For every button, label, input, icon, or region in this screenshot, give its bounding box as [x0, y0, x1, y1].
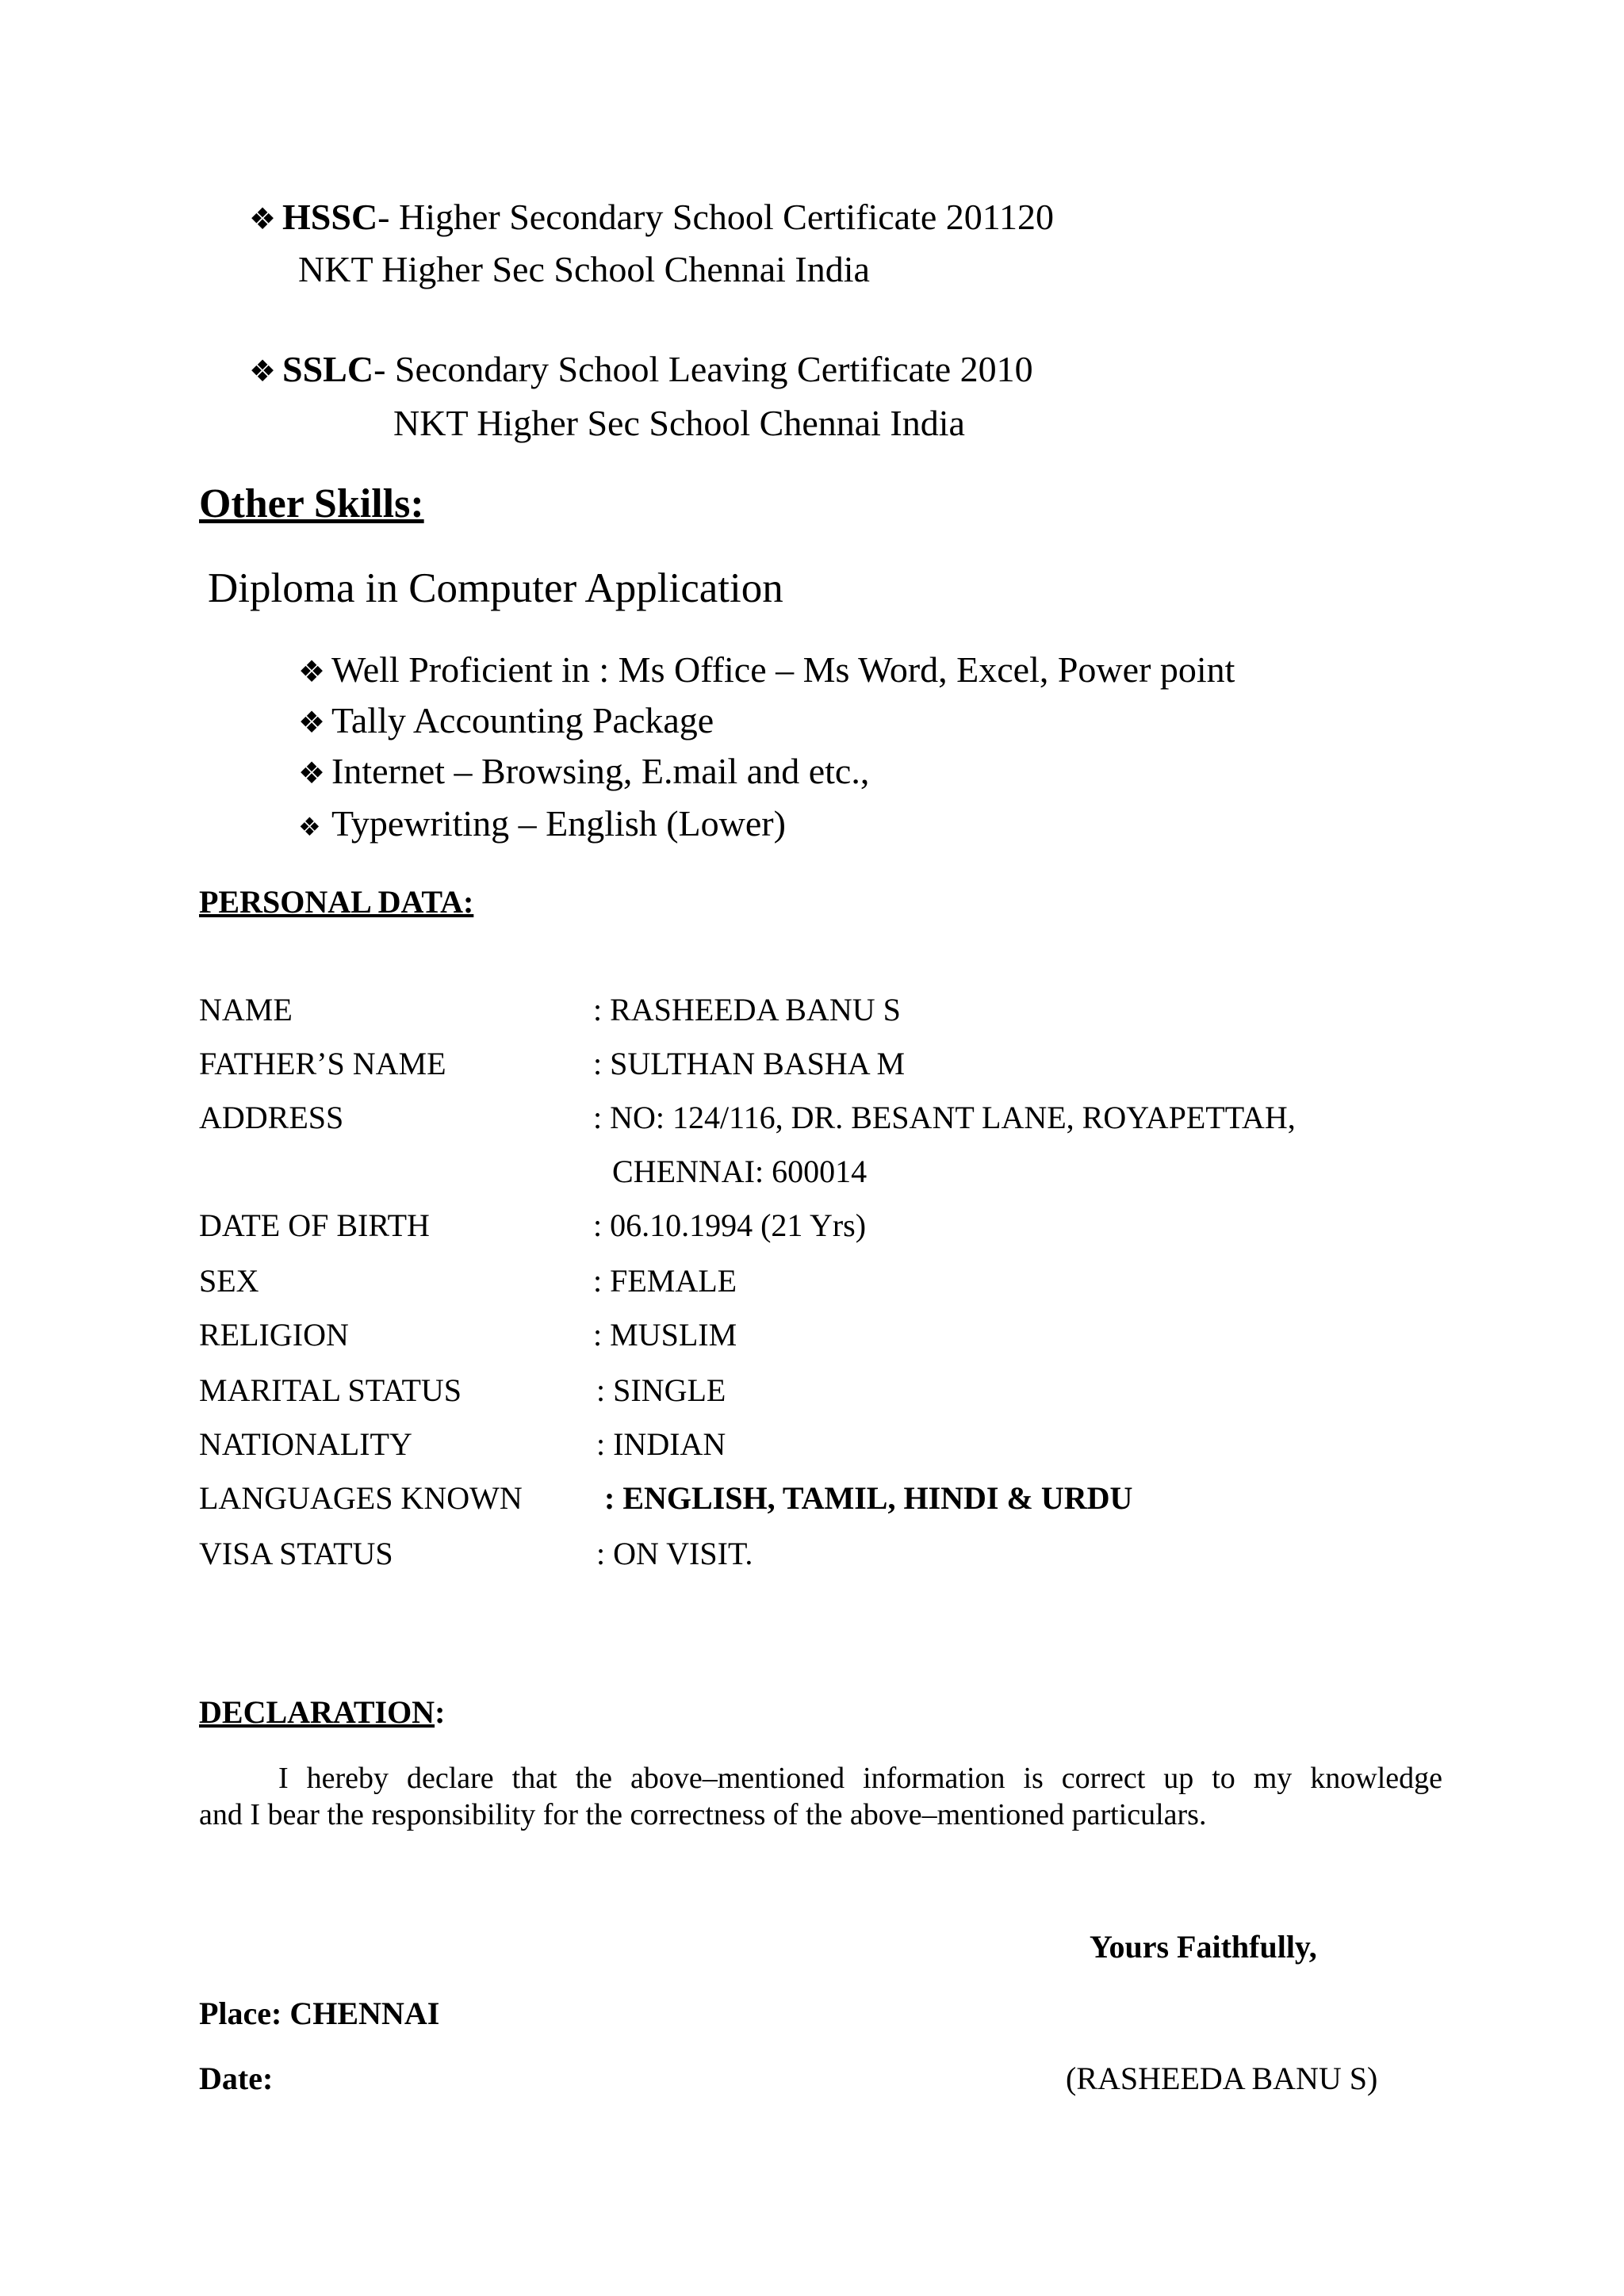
closing-text: Yours Faithfully,: [1090, 1929, 1317, 1965]
declaration-heading: DECLARATION:: [199, 1694, 446, 1730]
pd-label: NAME: [199, 992, 293, 1027]
diamond-bullet-icon: ❖: [298, 656, 326, 689]
declaration-line: I hereby declare that the above–mentioned information is correct up to my knowledge: [278, 1762, 1442, 1795]
pd-label: RELIGION: [199, 1317, 349, 1353]
other-skills-heading: Other Skills:: [199, 481, 424, 526]
pd-label: ADDRESS: [199, 1100, 344, 1135]
edu-sslc-line: [249, 347, 1033, 394]
personal-data-heading: PERSONAL DATA:: [199, 884, 474, 920]
declaration-line: and I bear the responsibility for the correctness of the above–mentioned particulars.: [199, 1798, 1207, 1831]
pd-value: : ENGLISH, TAMIL, HINDI & URDU: [604, 1480, 1133, 1516]
declaration-text: [199, 1760, 1442, 1833]
pd-value: : 06.10.1994 (21 Yrs): [593, 1207, 867, 1243]
pd-value: : ON VISIT.: [596, 1536, 753, 1571]
pd-label: SEX: [199, 1263, 259, 1299]
pd-label: VISA STATUS: [199, 1536, 393, 1571]
skill-item: ❖ Typewriting – English (Lower): [298, 803, 786, 844]
edu-title: - Secondary School Leaving Certificate 2010: [373, 349, 1033, 389]
skill-item: ❖ Internet – Browsing, E.mail and etc.,: [298, 751, 870, 791]
diamond-bullet-icon: ❖: [249, 355, 277, 388]
pd-value: : FEMALE: [593, 1263, 737, 1299]
pd-label: NATIONALITY: [199, 1426, 412, 1462]
edu-title: - Higher Secondary School Certificate 201120: [377, 197, 1055, 237]
pd-label: DATE OF BIRTH: [199, 1207, 430, 1243]
pd-value: : INDIAN: [596, 1426, 726, 1462]
edu-hssc-line: [249, 195, 1054, 242]
pd-value: : SINGLE: [596, 1372, 726, 1408]
skill-item: ❖ Well Proficient in : Ms Office – Ms Word, Excel, Power point: [298, 649, 1235, 690]
diamond-bullet-icon: ❖: [298, 757, 326, 790]
pd-value: : RASHEEDA BANU S: [593, 992, 901, 1027]
pd-label: LANGUAGES KNOWN: [199, 1480, 523, 1516]
diploma-title: Diploma in Computer Application: [208, 565, 783, 611]
skill-item: ❖ Tally Accounting Package: [298, 700, 714, 740]
diamond-bullet-icon: ❖: [298, 706, 326, 740]
edu-abbr: HSSC: [282, 197, 378, 237]
pd-value: : NO: 124/116, DR. BESANT LANE, ROYAPETTAH,: [593, 1100, 1296, 1135]
edu-abbr: SSLC: [282, 349, 374, 389]
pd-value: : MUSLIM: [593, 1317, 737, 1353]
pd-label: FATHER’S NAME: [199, 1046, 446, 1081]
signatory-name: (RASHEEDA BANU S): [1066, 2061, 1378, 2096]
diamond-bullet-icon: ❖: [298, 813, 321, 841]
date-label: Date:: [199, 2061, 274, 2096]
edu-school: NKT Higher Sec School Chennai India: [393, 403, 965, 443]
diamond-bullet-icon: ❖: [249, 203, 277, 236]
pd-value: CHENNAI: 600014: [612, 1154, 868, 1189]
pd-value: : SULTHAN BASHA M: [593, 1046, 906, 1081]
edu-school: NKT Higher Sec School Chennai India: [298, 249, 870, 289]
place-text: Place: CHENNAI: [199, 1996, 440, 2031]
pd-label: MARITAL STATUS: [199, 1372, 462, 1408]
